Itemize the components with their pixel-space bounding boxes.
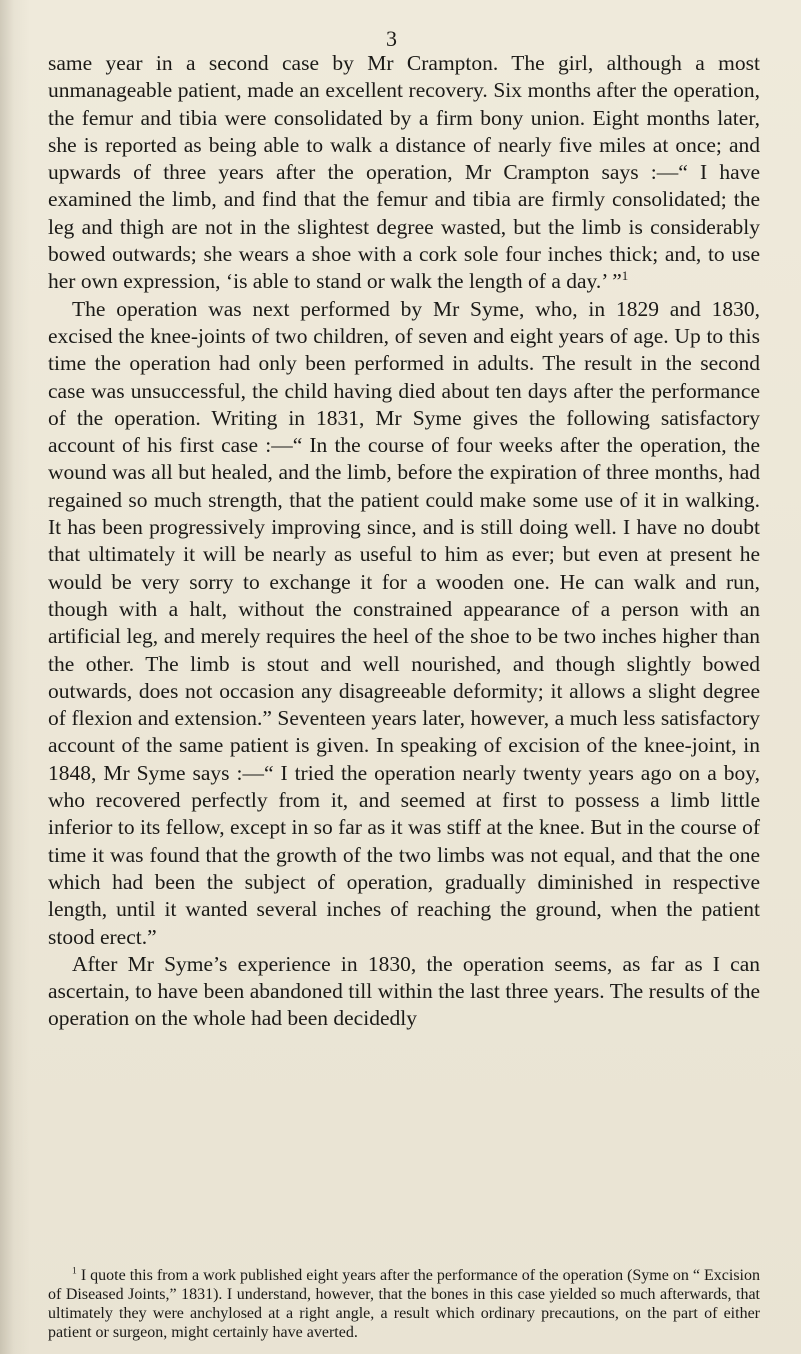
page-number: 3 [386,26,397,51]
paragraph-1-text: same year in a second case by Mr Crampton. The girl, although a most unmanageable patient, made an excellent recovery. Six months after the operation, the femur and tibia were consolidated by a firm bony union. Eight months later, she is reported as being able to walk a distance of nearly five miles at once; and upwards of three years after the operation, Mr Crampton says :—“ I have examined the limb, and find that the femur and tibia are firmly consolidated; the leg and thigh are not in the slightest degree wasted, but the limb is considerably bowed outwards; she wears a shoe with a cork sole four inches thick; and, to use her own expression, ‘is able to stand or walk the length of a day.’ ” [48,51,760,294]
body-text [48,50,760,1033]
footnote-reference: 1 [621,269,629,284]
footnote-1-text: I quote this from a work published eight years after the performance of the operation (Syme on “ Excision of Diseased Joints,” 1831). I understand, however, that the bones in this case yielded so much afterwards, that ultimately they were anchylosed at a right angle, a result which ordinary precautions, on the part of either patient or surgeon, might certainly have averted. [48,1267,760,1341]
footnote-mark: 1 [72,1265,77,1277]
paragraph-3: After Mr Syme’s experience in 1830, the operation seems, as far as I can ascertain, to have been abandoned till within the last three years. The results of the operation on the whole had been decidedly [48,951,760,1031]
paragraph-1 [48,50,760,296]
paragraph-2: The operation was next performed by Mr Syme, who, in 1829 and 1830, excised the knee-joints of two children, of seven and eight years of age. Up to this time the operation had only been performed in adults. The result in the second case was unsuccessful, the child having died about ten days after the performance of the operation. Writing in 1831, Mr Syme gives the following satisfactory account of his first case :—“ In the course of four weeks after the operation, the wound was all but healed, and the limb, before the expiration of three months, had regained so much strength, that the patient could make some use of it in walking. It has been progressively improving since, and is still doing well. I have no doubt that ultimately it will be nearly as useful to him as ever; but even at present he would be very sorry to exchange it for a wooden one. He can walk and run, though with a halt, without the constrained appearance of a person with an artificial leg, and merely requires the heel of the shoe to be two inches higher than the other. The limb is stout and well nourished, and though slightly bowed outwards, does not occasion any disagreeable deformity; it allows a slight degree of flexion and extension.” Seventeen years later, however, a much less satisfactory account of the same patient is given. In speaking of excision of the knee-joint, in 1848, Mr Syme says :—“ I tried the operation nearly twenty years ago on a boy, who recovered perfectly from it, and seemed at first to possess a limb little inferior to its fellow, except in so far as it was stiff at the knee. But in the course of time it was found that the growth of the two limbs was not equal, and that the one which had been the subject of operation, gradually diminished in respective length, until it wanted several inches of reaching the ground, when the patient stood erect.” [48,296,760,949]
footnotes [48,1266,760,1342]
footnote-1 [48,1266,760,1342]
